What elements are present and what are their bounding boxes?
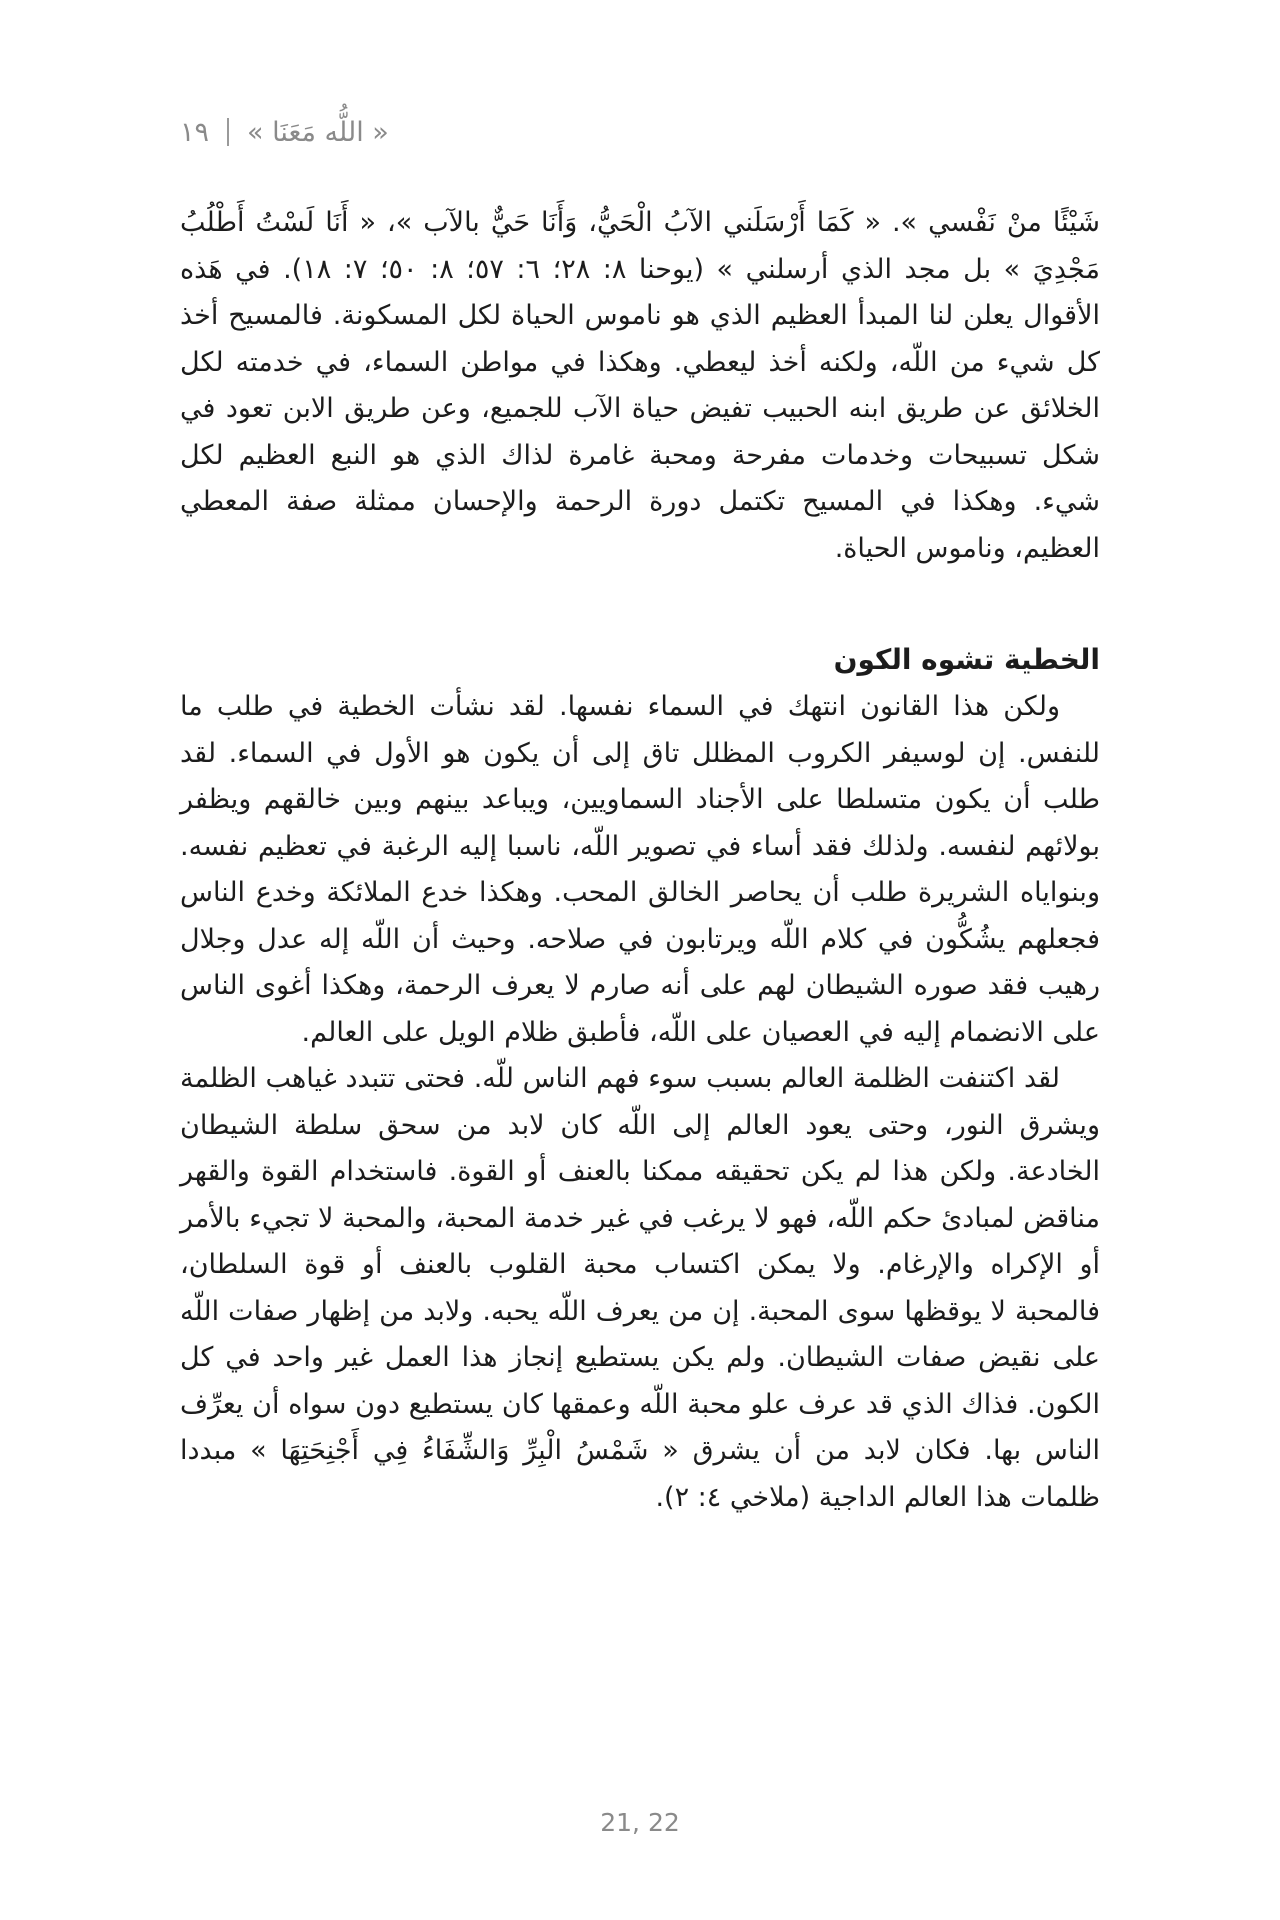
running-title: « اللُّه مَعَنَا »	[247, 116, 389, 148]
running-header	[180, 112, 412, 152]
page-number: ١٩	[180, 116, 210, 148]
page-body	[180, 200, 1100, 1521]
section-heading: الخطية تشوه الكون	[833, 643, 1100, 676]
page-indicator: 21, 22	[600, 1808, 680, 1837]
paragraph-continuation: شَيْئًا منْ نَفْسي ». « كَمَا أَرْسَلَني الآبُ الْحَيُّ، وَأَنَا حَيٌّ بالآب »، « أَنَا لَسْتُ أَطْلُبُ مَجْدِيَ » بل مجد الذي أرسلني » (يوحنا ٨: ٢٨؛ ٦: ٥٧؛ ٨: ٥٠؛ ٧: ١٨). في هَذه الأقوال يعلن لنا المبدأ العظيم الذي هو ناموس الحياة لكل المسكونة. فالمسيح أخذ كل شيء من اللّه، ولكنه أخذ ليعطي. وهكذا في مواطن السماء، في خدمته لكل الخلائق عن طريق ابنه الحبيب تفيض حياة الآب للجميع، وعن طريق الابن تعود في شكل تسبيحات وخدمات مفرحة ومحبة غامرة لذاك الذي هو النبع العظيم لكل شيء. وهكذا في المسيح تكتمل دورة الرحمة والإحسان ممثلة صفة المعطي العظيم، وناموس الحياة.	[180, 207, 1100, 564]
paragraph: ولكن هذا القانون انتهك في السماء نفسها. لقد نشأت الخطية في طلب ما للنفس. إن لوسيفر الكروب المظلل تاق إلى أن يكون هو الأول في السماء. لقد طلب أن يكون متسلطا على الأجناد السماويين، ويباعد بينهم وبين خالقهم ويظفر بولائهم لنفسه. ولذلك فقد أساء في تصوير اللّه، ناسبا إليه الرغبة في تعظيم نفسه. وبنواياه الشريرة طلب أن يحاصر الخالق المحب. وهكذا خدع الملائكة وخدع الناس فجعلهم يشُكُّون في كلام اللّه ويرتابون في صلاحه. وحيث أن اللّه إله عدل وجلال رهيب فقد صوره الشيطان لهم على أنه صارم لا يعرف الرحمة، وهكذا أغوى الناس على الانضمام إليه في العصيان على اللّه، فأطبق ظلام الويل على العالم.	[180, 691, 1100, 1048]
paragraph: لقد اكتنفت الظلمة العالم بسبب سوء فهم الناس للّه. فحتى تتبدد غياهب الظلمة ويشرق النور، وحتى يعود العالم إلى اللّه كان لابد من سحق سلطة الشيطان الخادعة. ولكن هذا لم يكن تحقيقه ممكنا بالعنف أو القوة. فاستخدام القوة والقهر مناقض لمبادئ حكم اللّه، فهو لا يرغب في غير خدمة المحبة، والمحبة لا تجيء بالأمر أو الإكراه والإرغام. ولا يمكن اكتساب محبة القلوب بالعنف أو قوة السلطان، فالمحبة لا يوقظها سوى المحبة. إن من يعرف اللّه يحبه. ولابد من إظهار صفات اللّه على نقيض صفات الشيطان. ولم يكن يستطيع إنجاز هذا العمل غير واحد في كل الكون. فذاك الذي قد عرف علو محبة اللّه وعمقها كان يستطيع دون سواه أن يعرِّف الناس بها. فكان لابد من أن يشرق « شَمْسُ الْبِرِّ وَالشِّفَاءُ فِي أَجْنِحَتِهَا » مبددا ظلمات هذا العالم الداجية (ملاخي ٤: ٢).	[180, 1063, 1100, 1513]
header-separator	[227, 118, 229, 146]
